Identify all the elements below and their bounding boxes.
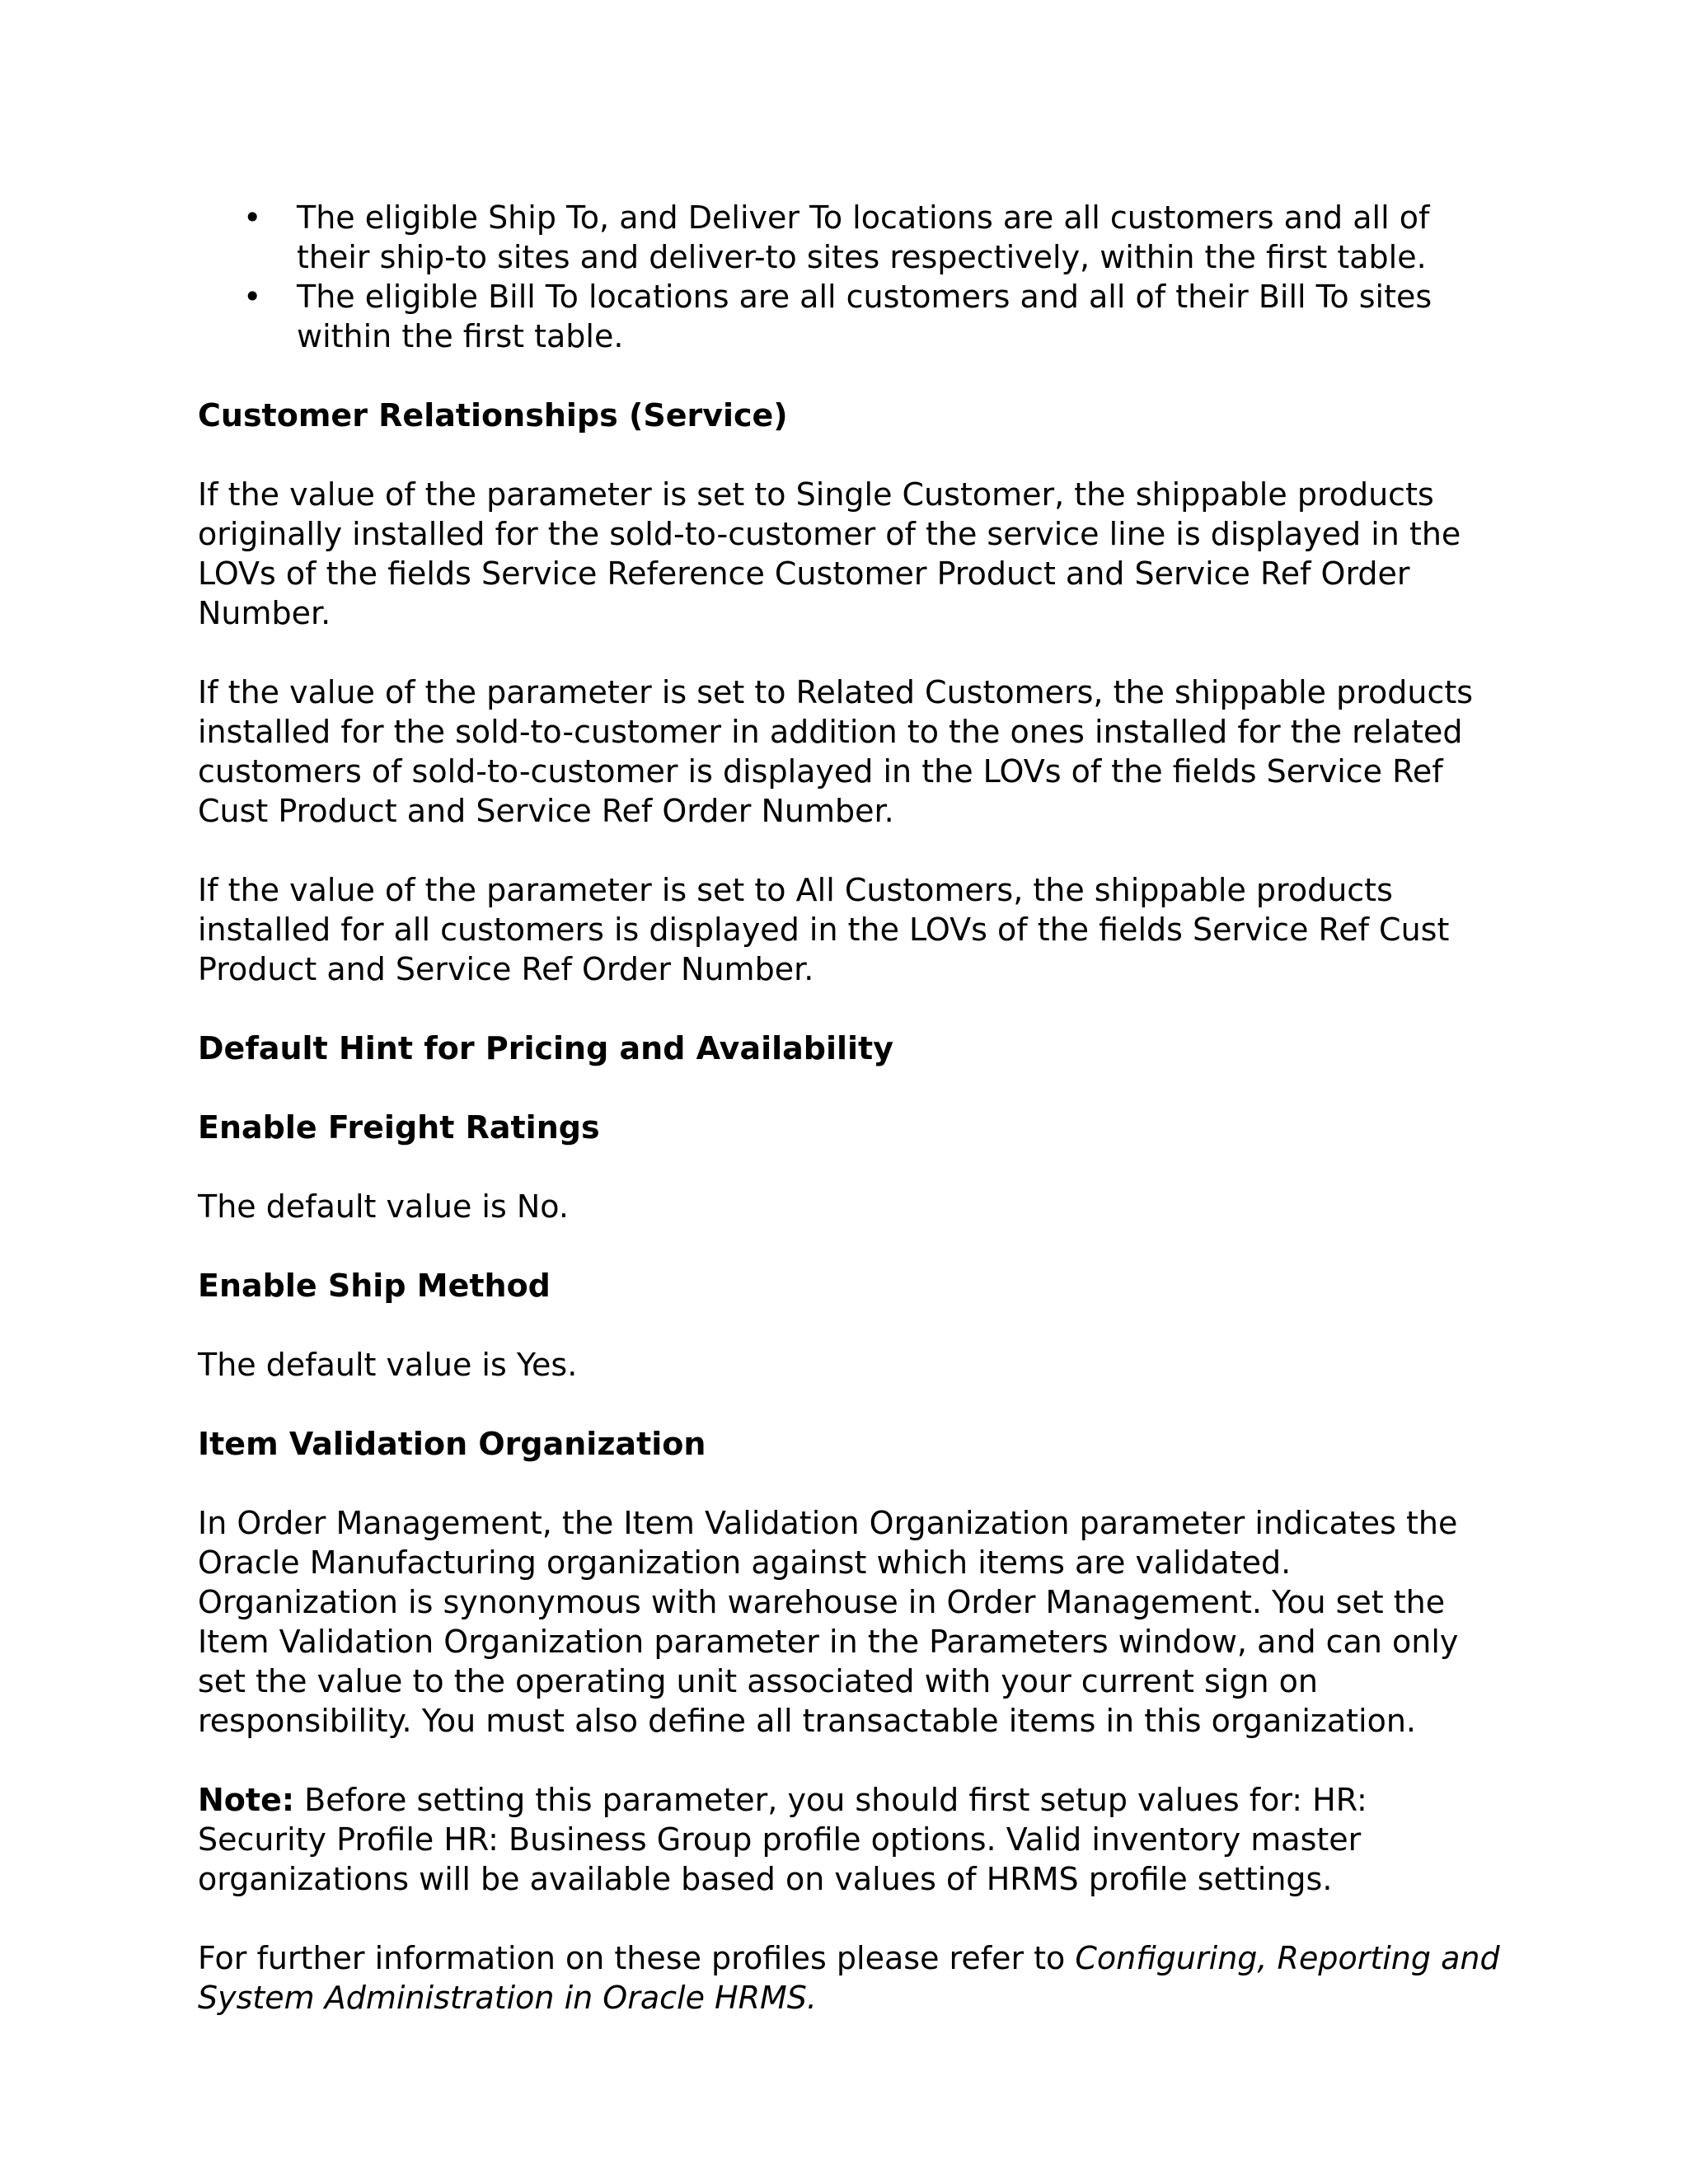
section-heading-enable-freight: Enable Freight Ratings	[198, 1109, 600, 1146]
paragraph-related-customers: If the value of the parameter is set to Related Customers, the shippable products installed for the sold-to-customer in addition to the ones installed for the related customers of sold-to-customer is displayed in the LOVs of the fields Service Ref Cust Product and Service Ref Order Number.	[198, 674, 1474, 829]
section-heading-customer-relationships: Customer Relationships (Service)	[198, 397, 788, 434]
further-info-paragraph	[198, 1938, 1500, 2018]
bullet-icon: •	[243, 279, 262, 315]
paragraph-all-customers: If the value of the parameter is set to All Customers, the shippable products installed for all customers is displayed in the LOVs of the fields Service Ref Cust Product and Service Ref Order Number.	[198, 872, 1450, 987]
paragraph-freight-default: The default value is No.	[198, 1188, 569, 1225]
paragraph-single-customer: If the value of the parameter is set to Single Customer, the shippable products originally installed for the sold-to-customer of the service line is displayed in the LOVs of the fields Service Reference Customer Product and Service Ref Order Number.	[198, 476, 1461, 631]
section-heading-default-hint: Default Hint for Pricing and Availability	[198, 1030, 893, 1066]
note-text: Before setting this parameter, you should first setup values for: HR: Security Profile HR: Business Group profile options. Valid inventory master organizations will be available based on values of HRMS profile settings.	[198, 1782, 1367, 1897]
paragraph-item-validation: In Order Management, the Item Validation Organization parameter indicates the Oracle Manufacturing organization against which items are validated. Organization is synonymous with warehouse in Order Management. You set the Item Validation Organization parameter in the Parameters window, and can only set the value to the operating unit associated with your current sign on responsibility. You must also define all transactable items in this organization.	[198, 1505, 1459, 1739]
bullet-text: The eligible Ship To, and Deliver To locations are all customers and all of their ship-to sites and deliver-to sites respectively, within the first table.	[297, 199, 1430, 275]
location-bullet-list	[198, 198, 1500, 356]
document-page	[198, 198, 1500, 2018]
further-info-text: For further information on these profiles please refer to	[198, 1940, 1076, 1976]
section-heading-item-validation: Item Validation Organization	[198, 1426, 706, 1462]
reference-title: Configuring, Reporting and System Administration in Oracle HRMS.	[198, 1940, 1500, 2016]
bullet-icon: •	[243, 199, 262, 236]
note-paragraph	[198, 1780, 1500, 1899]
note-label: Note:	[198, 1782, 295, 1818]
list-item	[198, 277, 1500, 356]
bullet-text: The eligible Bill To locations are all customers and all of their Bill To sites within the first table.	[297, 279, 1432, 354]
paragraph-ship-method-default: The default value is Yes.	[198, 1347, 578, 1383]
section-heading-enable-ship-method: Enable Ship Method	[198, 1268, 551, 1304]
list-item	[198, 198, 1500, 277]
